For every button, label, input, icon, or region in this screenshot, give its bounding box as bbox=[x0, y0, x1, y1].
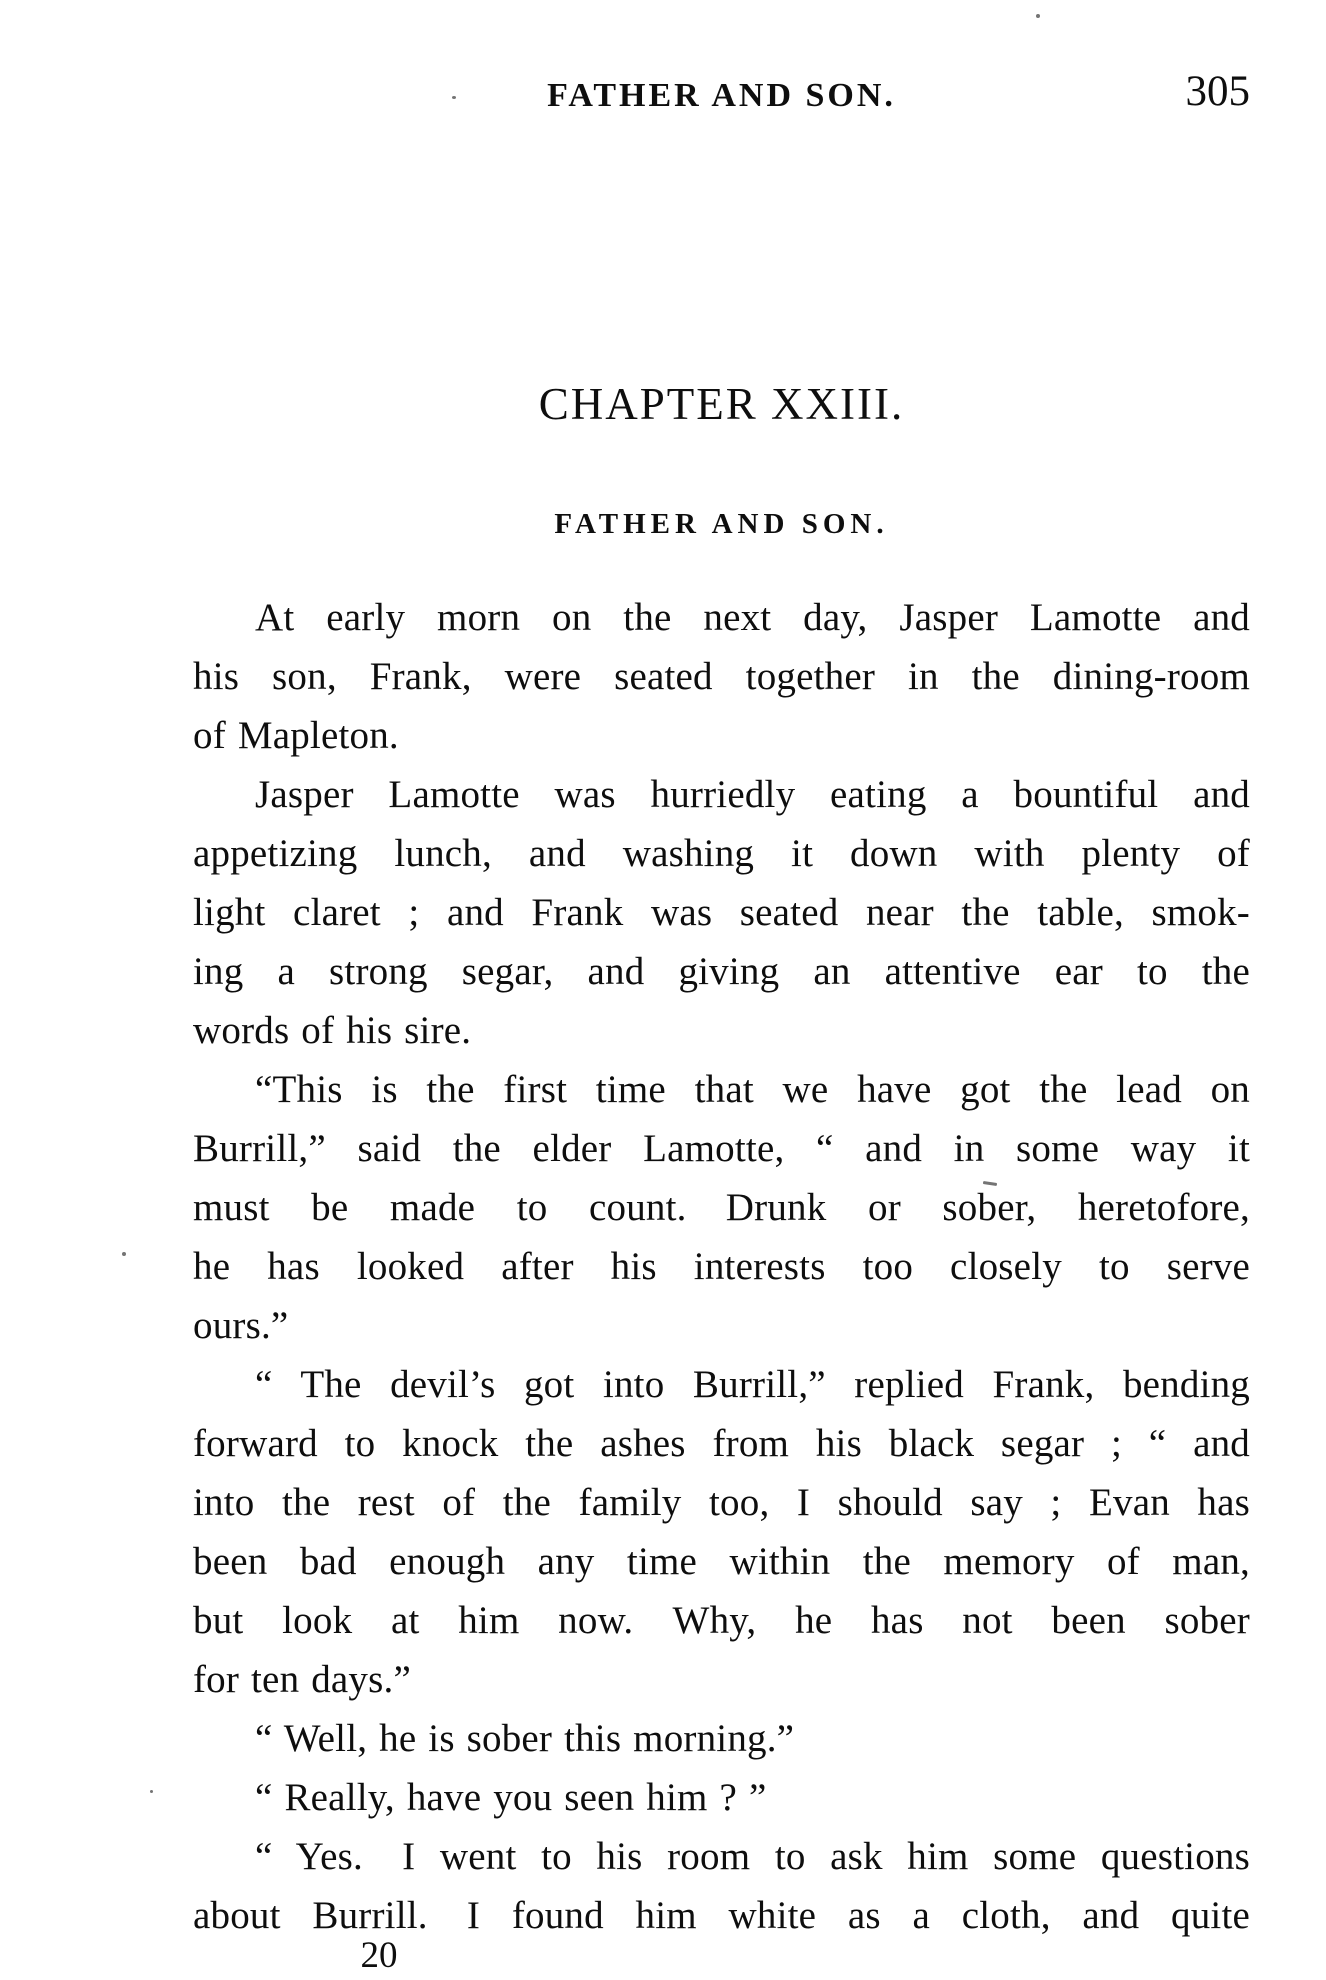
running-title: FATHER AND SON. bbox=[547, 77, 896, 114]
text-line: for ten days.” bbox=[193, 1658, 411, 1701]
running-header bbox=[193, 70, 1250, 122]
text-line: “ Really, have you seen him ? ” bbox=[255, 1776, 767, 1819]
text-line: At early morn on the next day, Jasper Lamotte and bbox=[255, 596, 1250, 639]
page-number: 305 bbox=[1185, 68, 1250, 115]
signature-mark: 20 bbox=[360, 1935, 398, 1976]
chapter-subtitle: FATHER AND SON. bbox=[554, 508, 889, 540]
text-line: “ Yes. I went to his room to ask him some questions bbox=[255, 1835, 1250, 1878]
text-line: “ The devil’s got into Burrill,” replied Frank, bending bbox=[255, 1363, 1250, 1406]
text-line: forward to knock the ashes from his black segar ; “ and bbox=[193, 1422, 1250, 1465]
text-line: “ Well, he is sober this morning.” bbox=[255, 1717, 795, 1760]
text-line: into the rest of the family too, I should say ; Evan has bbox=[193, 1481, 1250, 1524]
text-line: must be made to count. Drunk or sober, heretofore, bbox=[193, 1186, 1250, 1229]
text-line: of Mapleton. bbox=[193, 714, 399, 757]
scan-speck bbox=[1036, 14, 1040, 18]
scan-speck bbox=[452, 96, 456, 99]
body-text bbox=[193, 588, 1250, 1945]
text-line: ours.” bbox=[193, 1304, 289, 1347]
text-line: about Burrill. I found him white as a cloth, and quite bbox=[193, 1894, 1250, 1937]
chapter-heading: CHAPTER XXIII. bbox=[538, 379, 905, 429]
text-line: appetizing lunch, and washing it down with plenty of bbox=[193, 832, 1250, 875]
text-line: he has looked after his interests too closely to serve bbox=[193, 1245, 1250, 1288]
text-line: his son, Frank, were seated together in the dining-room bbox=[193, 655, 1250, 698]
text-line: light claret ; and Frank was seated near the table, smok- bbox=[193, 891, 1250, 934]
text-line: words of his sire. bbox=[193, 1009, 472, 1052]
text-line: been bad enough any time within the memory of man, bbox=[193, 1540, 1250, 1583]
text-line: but look at him now. Why, he has not been sober bbox=[193, 1599, 1250, 1642]
scan-speck bbox=[150, 1790, 153, 1793]
text-line: “This is the first time that we have got the lead on bbox=[255, 1068, 1250, 1111]
text-line: Jasper Lamotte was hurriedly eating a bountiful and bbox=[255, 773, 1250, 816]
text-line: ing a strong segar, and giving an attentive ear to the bbox=[193, 950, 1250, 993]
text-line: Burrill,” said the elder Lamotte, “ and in some way it bbox=[193, 1127, 1250, 1170]
scan-speck bbox=[122, 1252, 126, 1256]
